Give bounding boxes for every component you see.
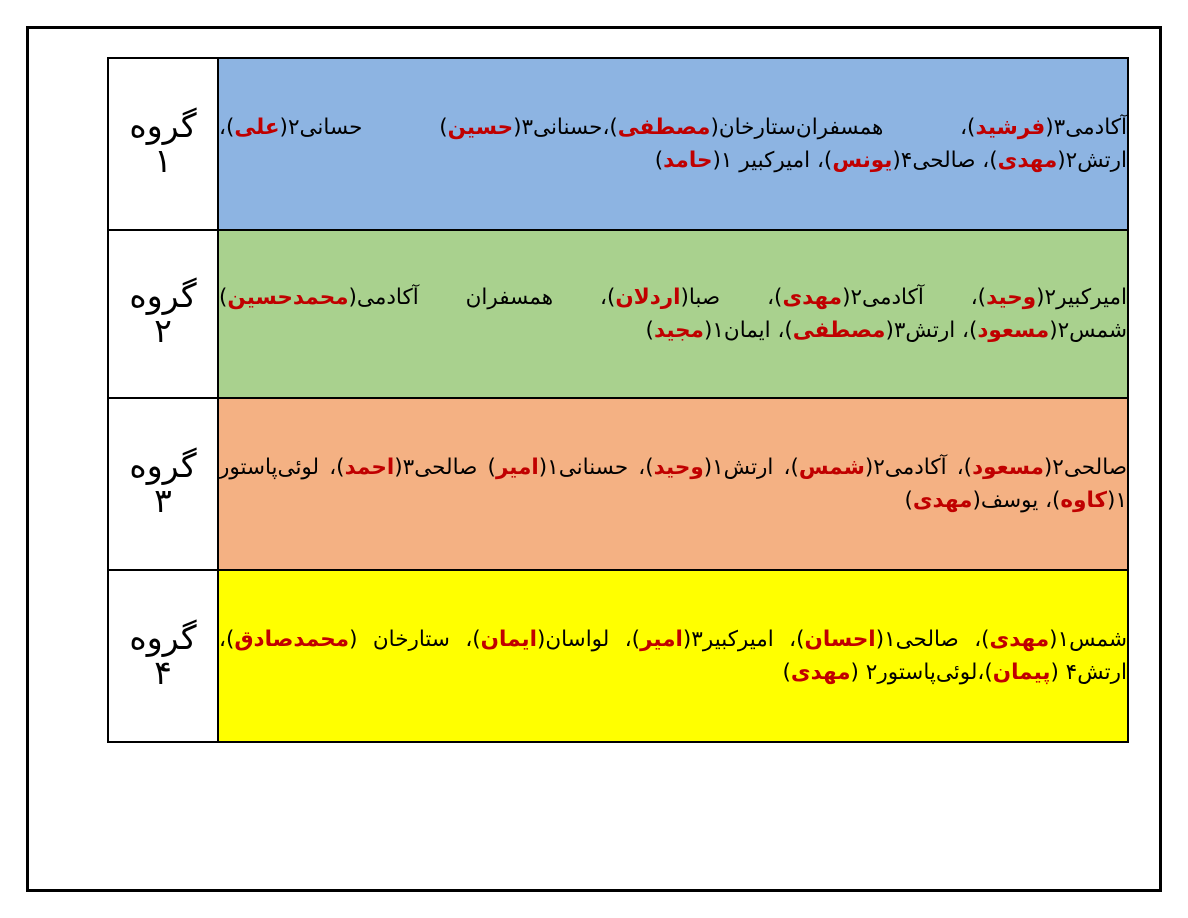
member-group-text: )، صبا( — [680, 284, 783, 310]
member-name: کاوه — [1060, 488, 1108, 513]
member-group-text: )، آکادمی۲( — [842, 284, 987, 310]
table-row — [108, 230, 1128, 398]
group-members-cell — [218, 58, 1128, 230]
member-group-text: )، لوئی‌پاستور ۱( — [219, 454, 1127, 513]
member-name: شمس — [798, 454, 865, 480]
member-group-text: ) — [782, 660, 791, 685]
group-members-text — [219, 281, 1127, 348]
member-name: محمدحسین — [227, 284, 349, 310]
member-name: احسان — [804, 626, 876, 652]
group-label-number: ۲ — [154, 311, 172, 350]
member-name: یونس — [832, 148, 893, 173]
member-name: مصطفی — [792, 318, 886, 343]
member-name: مهدی — [790, 660, 851, 685]
member-group-text: )، امیرکبیر۳( — [682, 626, 805, 652]
member-name: امیر — [640, 626, 683, 652]
group-label-cell — [108, 58, 218, 230]
member-name: مهدی — [989, 626, 1050, 652]
group-label-word: گروه — [129, 276, 197, 316]
member-name: پیمان — [992, 660, 1051, 685]
member-group-text: ) — [904, 488, 913, 513]
group-label-cell — [108, 398, 218, 570]
group-label-number: ۳ — [154, 481, 172, 520]
group-label-word: گروه — [129, 618, 197, 658]
page-border-frame — [26, 26, 1162, 892]
member-name: محمدصادق — [234, 626, 350, 652]
group-members-text — [219, 623, 1127, 690]
group-label-word: گروه — [129, 446, 197, 486]
member-group-text: )، یوسف( — [972, 488, 1061, 513]
member-name: وحید — [986, 284, 1037, 310]
member-name: اردلان — [615, 284, 681, 310]
member-name: فرشید — [975, 114, 1046, 140]
member-name: حسین — [447, 114, 514, 140]
member-group-text: )، ارتش۴ ( — [219, 626, 1127, 685]
member-name: ایمان — [480, 626, 537, 652]
group-label-number: ۱ — [154, 141, 172, 180]
group-members-cell — [218, 570, 1128, 742]
table-row — [108, 398, 1128, 570]
member-group-text: )، لواسان( — [536, 626, 641, 652]
member-group-text: )، ارتش۳( — [885, 318, 978, 343]
member-name: مصطفی — [617, 114, 711, 140]
member-group-text: )،حسنانی۳( — [513, 114, 618, 140]
member-group-text: )، صالحی۱( — [875, 626, 990, 652]
table-row — [108, 58, 1128, 230]
group-label-word: گروه — [129, 106, 197, 146]
member-name: مهدی — [997, 148, 1058, 173]
member-group-text: )، امیرکبیر ۱( — [712, 148, 833, 173]
member-group-text: ) صالحی۳( — [394, 454, 496, 480]
member-group-text: )، ارتش۲( — [219, 114, 1127, 173]
member-name: علی — [234, 114, 280, 140]
table-row — [108, 570, 1128, 742]
member-name: امیر — [495, 454, 539, 480]
member-name: وحید — [653, 454, 704, 480]
member-name: حامد — [663, 148, 713, 173]
groups-table — [107, 57, 1129, 743]
group-members-text — [219, 111, 1127, 178]
member-group-text: )، همسفران آکادمی( — [348, 284, 616, 310]
groups-table-body — [108, 58, 1128, 742]
member-group-text: )، آکادمی۲( — [864, 454, 973, 480]
member-name: مهدی — [782, 284, 843, 310]
member-name: مسعود — [972, 454, 1044, 480]
member-name: مهدی — [912, 488, 973, 513]
member-group-text: ) — [645, 318, 654, 343]
member-group-text: ) حسانی۲( — [279, 114, 448, 140]
member-name: مجید — [653, 318, 704, 343]
member-group-text: شمس۱( — [1049, 626, 1127, 652]
member-group-text: صالحی۲( — [1043, 454, 1128, 480]
member-group-text: )، حسنانی۱( — [538, 454, 654, 480]
member-name: مسعود — [977, 318, 1050, 343]
member-group-text: ) شمس۲( — [219, 284, 1127, 343]
group-label-cell — [108, 230, 218, 398]
member-name: احمد — [344, 454, 395, 480]
group-members-text — [219, 451, 1127, 518]
group-members-cell — [218, 398, 1128, 570]
group-label-number: ۴ — [154, 653, 172, 692]
member-group-text: )، ارتش۱( — [703, 454, 799, 480]
member-group-text: )، صالحی۴( — [892, 148, 998, 173]
member-group-text: )،لوئی‌پاستور۲ ( — [850, 660, 993, 685]
group-label-cell — [108, 570, 218, 742]
member-group-text: ) — [654, 148, 664, 173]
member-group-text: )، ستارخان ( — [349, 626, 481, 652]
member-group-text: )، ایمان۱( — [703, 318, 793, 343]
member-group-text: آکادمی۳( — [1045, 114, 1127, 140]
member-group-text: )، همسفران‌ستارخان( — [710, 114, 976, 140]
group-members-cell — [218, 230, 1128, 398]
member-group-text: امیرکبیر۲( — [1036, 284, 1127, 310]
